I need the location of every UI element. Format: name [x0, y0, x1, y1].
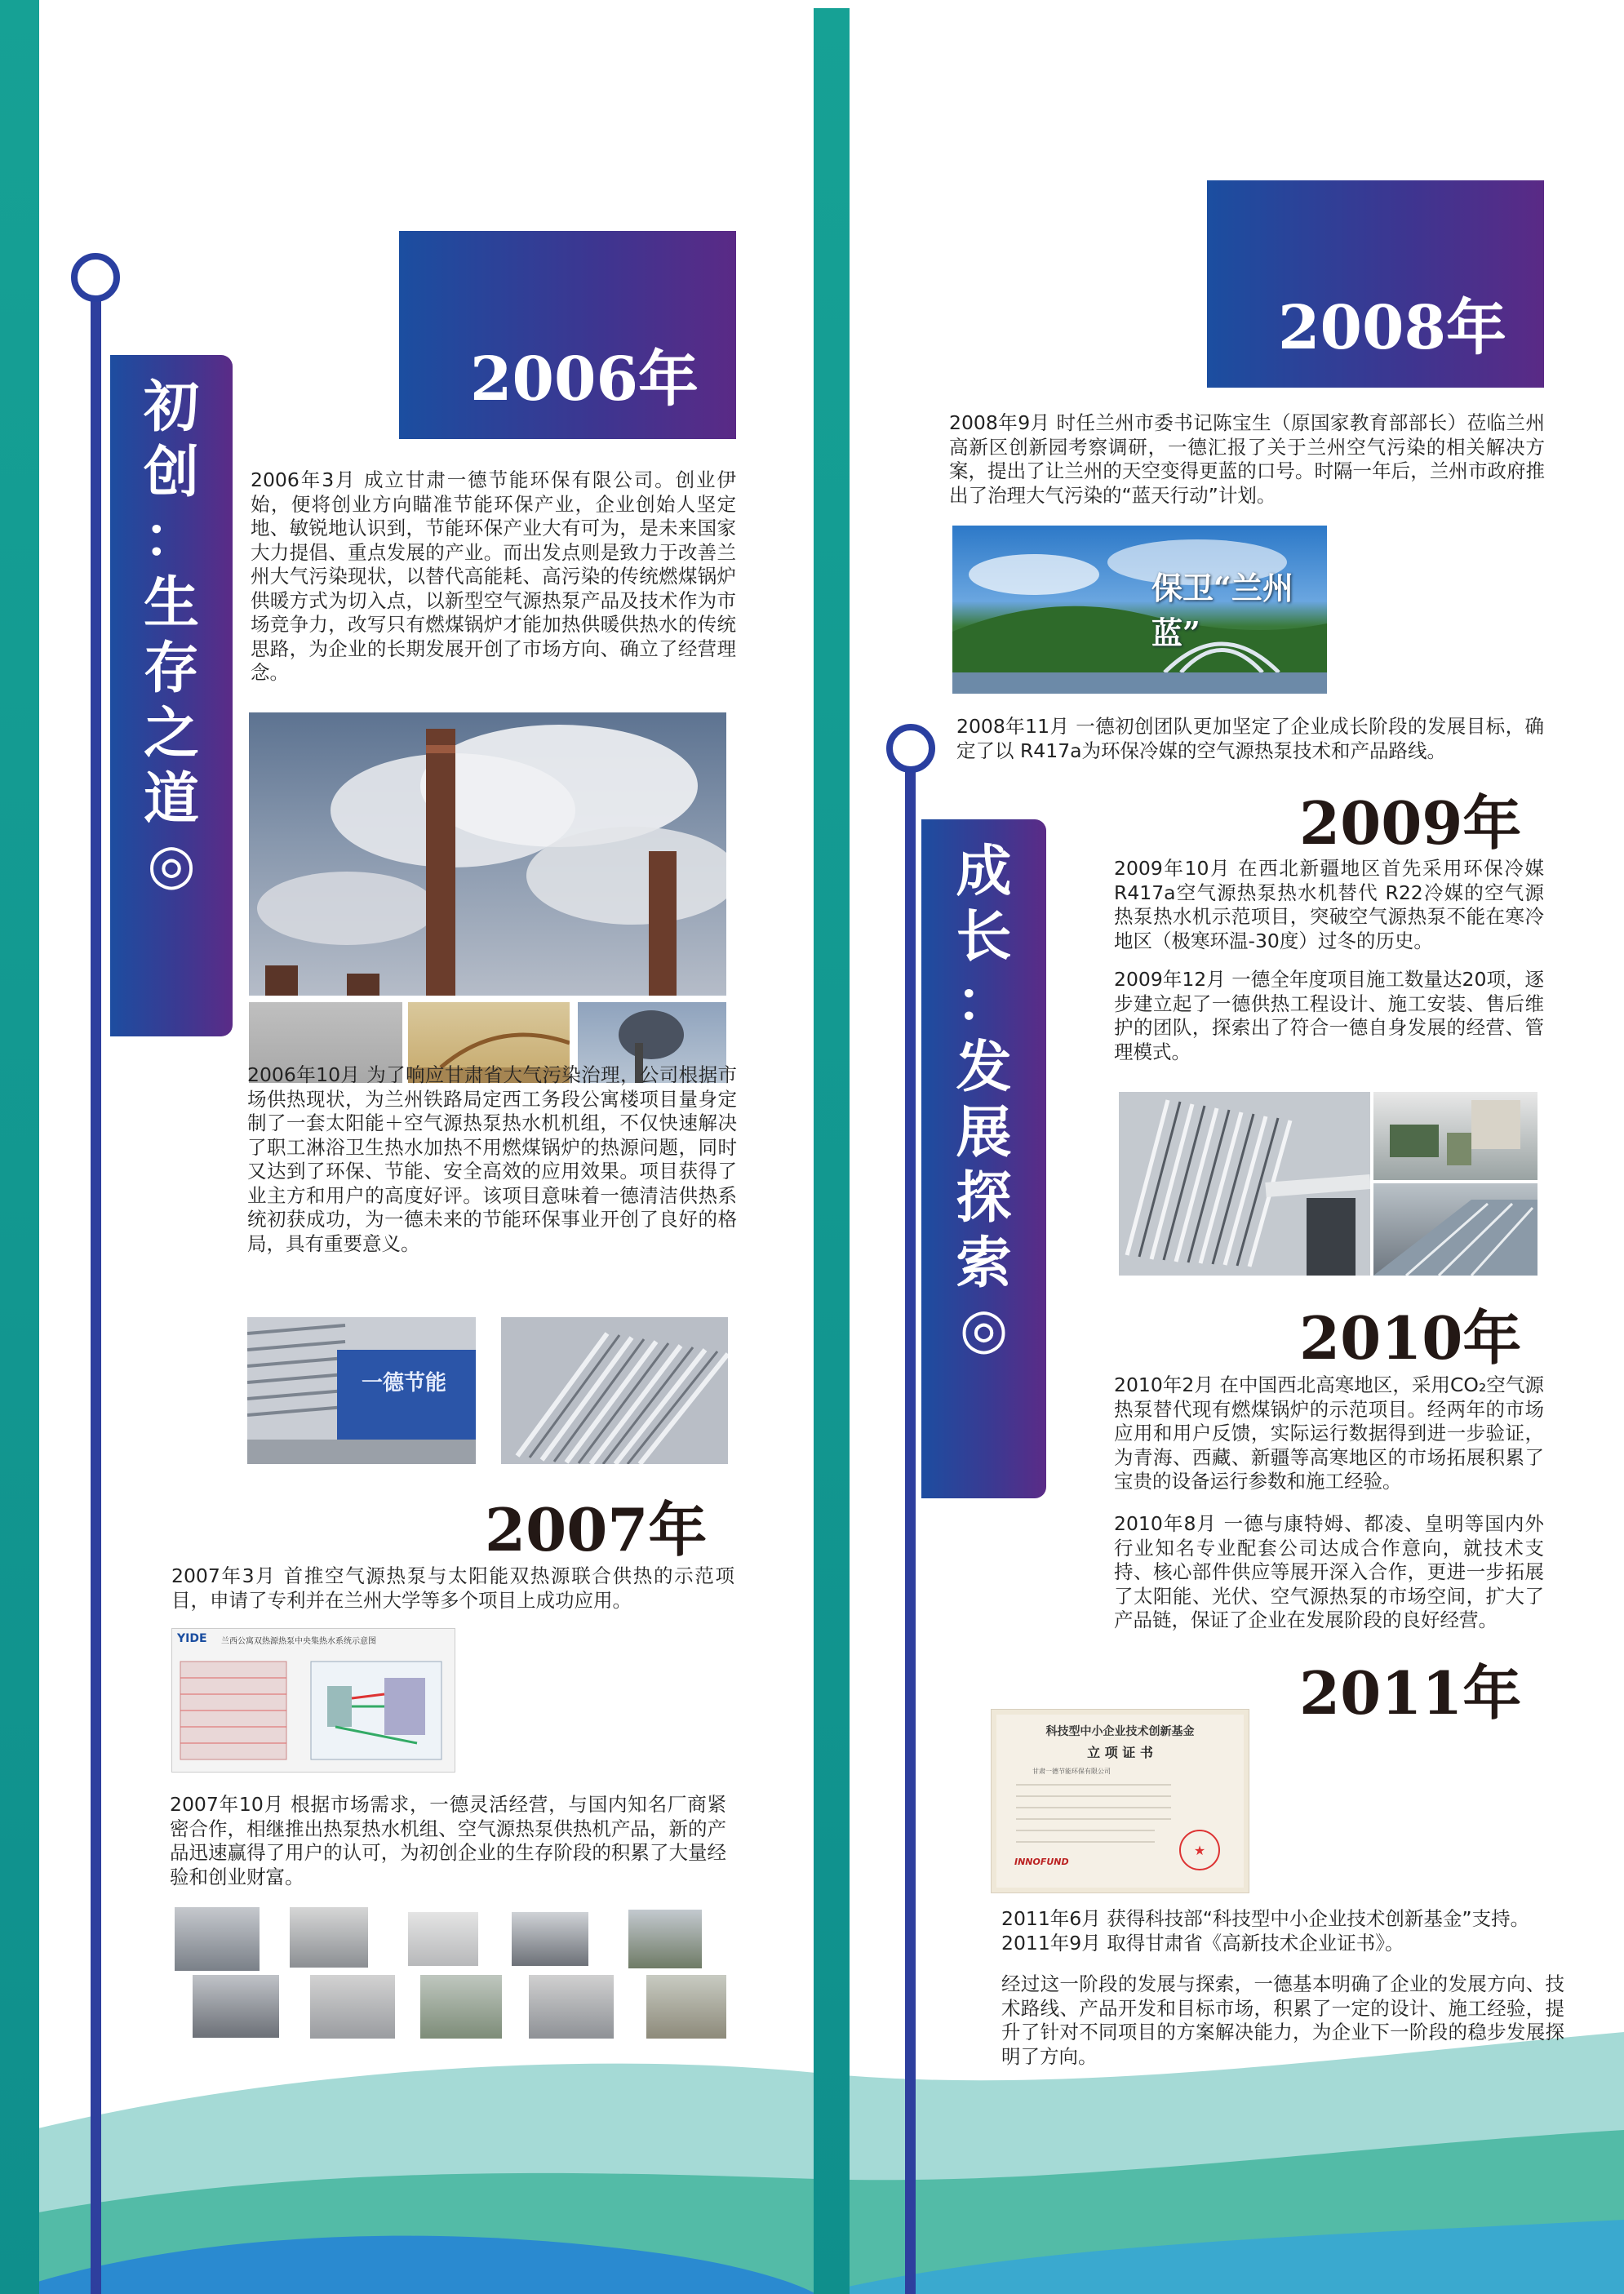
- rooftop-panel-photo: [1373, 1183, 1537, 1276]
- banner-text: 保卫“兰州蓝”: [1151, 570, 1293, 651]
- solar-roof-photo: [1119, 1092, 1370, 1276]
- title-char: 存: [143, 636, 199, 701]
- title-char: ：: [956, 970, 1012, 1035]
- title-char: 索: [956, 1231, 1012, 1296]
- year-label-2006: 2006年: [470, 344, 699, 415]
- svg-text:★: ★: [1193, 1843, 1206, 1858]
- equipment-thumb: [628, 1910, 702, 1968]
- certificate-title: 科技型中小企业技术创新基金: [1045, 1725, 1195, 1738]
- paragraph-2008-11: 2008年11月 一德初创团队更加坚定了企业成长阶段的发展目标，确定了以 R417a为环保冷媒的空气源热泵技术和产品路线。: [956, 715, 1544, 762]
- smokestack-photo: [249, 712, 726, 996]
- diagram-title: 兰西公寓双热源热泵中央集热水系统示意图: [221, 1637, 376, 1646]
- innovation-fund-certificate: [991, 1709, 1249, 1893]
- title-char: 长: [956, 904, 1012, 970]
- equipment-thumb: [310, 1975, 395, 2039]
- paragraph-2007-10: 2007年10月 根据市场需求，一德灵活经营，与国内知名厂商紧密合作，相继推出热泵热水机组、空气源热泵供热机产品，新的产品迅速赢得了用户的认可，为初创企业的生存阶段的积累了大量经验和创业财富。: [170, 1793, 726, 1888]
- paragraph-2006-10: 2006年10月 为了响应甘肃省大气污染治理，公司根据市场供热现状，为兰州铁路局定西工务段公寓楼项目量身定制了一套太阳能＋空气源热泵热水机机组，不仅快速解决了职工淋浴卫生热水加热不用燃煤锅炉的热源问题，同时又达到了环保、节能、安全高效的应用效果。项目获得了业主方和用户的高度好评。该项目意味着一德清洁供热系统初获成功，为一德未来的节能环保事业开创了良好的格局，具有重要意义。: [247, 1063, 737, 1255]
- paragraph-2009-10: 2009年10月 在西北新疆地区首先采用环保冷媒R417a空气源热泵热水机替代 R22冷媒的空气源热泵热水机示范项目，突破空气源热泵不能在寒冷地区（极寒环温-30度）过冬的历史。: [1114, 857, 1544, 952]
- paragraph-2011-06: 2011年6月 获得科技部“科技型中小企业技术创新基金”支持。: [1001, 1907, 1530, 1930]
- year-label-2010: 2010年: [1299, 1303, 1522, 1373]
- left-edge-bar: [0, 0, 39, 2294]
- left-timeline-ring-icon: [71, 253, 120, 302]
- year-box-2008: [1207, 180, 1544, 388]
- paragraph-2011-09: 2011年9月 取得甘肃省《高新技术企业证书》。: [1001, 1932, 1404, 1955]
- solar-tubes-photo: [501, 1317, 728, 1464]
- solar-unit-sign: 一德节能: [362, 1371, 447, 1395]
- equipment-thumb: [512, 1912, 588, 1966]
- equipment-thumb: [290, 1907, 368, 1968]
- paragraph-2007-03: 2007年3月 首推空气源热泵与太阳能双热源联合供热的示范项目，申请了专利并在兰州大学等多个项目上成功应用。: [171, 1564, 734, 1612]
- section-title-chengzhang: [921, 819, 1046, 1498]
- title-char: ◎: [147, 832, 196, 897]
- section-title-chuchuang: [110, 355, 233, 1036]
- title-char: 展: [956, 1100, 1012, 1165]
- equipment-thumb: [408, 1912, 478, 1966]
- equipment-thumb: [420, 1975, 502, 2039]
- title-char: 创: [143, 440, 199, 505]
- lanzhou-blue-banner: [952, 526, 1327, 694]
- year-label-2007: 2007年: [485, 1495, 708, 1564]
- year-label-2009: 2009年: [1299, 788, 1522, 858]
- paragraph-2008-09: 2008年9月 时任兰州市委书记陈宝生（原国家教育部部长）莅临兰州高新区创新园考察调研，一德汇报了关于兰州空气污染的相关解决方案，提出了让兰州的天空变得更蓝的口号。时隔一年后，兰州市政府推出了治理大气污染的“蓝天行动”计划。: [949, 411, 1545, 507]
- paragraph-2010-08: 2010年8月 一德与康特姆、都凌、皇明等国内外行业知名专业配套公司达成合作意向，就技术支持、核心部件供应等展开深入合作，更进一步拓展了太阳能、光伏、空气源热泵的市场空间，扩大了产品链，保证了企业在发展阶段的良好经营。: [1114, 1512, 1544, 1631]
- title-char: 发: [956, 1035, 1012, 1100]
- paragraph-2009-12: 2009年12月 一德全年度项目施工数量达20项，逐步建立起了一德供热工程设计、施工安装、售后维护的团队，探索出了符合一德自身发展的经营、管理模式。: [1114, 968, 1544, 1063]
- system-diagram: [171, 1628, 455, 1773]
- equipment-thumb: [646, 1975, 726, 2039]
- title-char: 之: [143, 701, 199, 766]
- equipment-thumb: [529, 1975, 614, 2039]
- paragraph-2010-02: 2010年2月 在中国西北高寒地区，采用CO₂空气源热泵替代现有燃煤锅炉的示范项目。经两年的市场应用和用户反馈，实际运行数据得到进一步验证，为青海、西藏、新疆等高寒地区的市场拓展积累了宝贵的设备运行参数和施工经验。: [1114, 1373, 1544, 1493]
- equipment-thumb: [193, 1975, 279, 2038]
- title-char: 生: [143, 570, 199, 636]
- certificate-company: 甘肃一德节能环保有限公司: [1032, 1768, 1111, 1775]
- title-char: 初: [143, 375, 199, 440]
- right-timeline-ring-icon: [886, 724, 935, 773]
- title-char: 成: [956, 839, 1012, 904]
- equipment-thumb: [175, 1907, 260, 1971]
- center-divider-bar: [814, 8, 850, 2294]
- certificate-subtitle: 立 项 证 书: [1087, 1745, 1153, 1760]
- title-char: 探: [956, 1165, 1012, 1231]
- title-char: ：: [143, 505, 199, 570]
- site-building-photo: [1373, 1092, 1537, 1180]
- title-char: ◎: [959, 1296, 1009, 1361]
- title-char: 道: [143, 766, 199, 832]
- left-timeline-pole: [91, 299, 101, 2294]
- paragraph-2006-03: 2006年3月 成立甘肃一德节能环保有限公司。创业伊始，便将创业方向瞄准节能环保产业，企业创始人坚定地、敏锐地认识到，节能环保产业大有可为，是未来国家大力提倡、重点发展的产业。而出发点则是致力于改善兰州大气污染现状，以替代高能耗、高污染的传统燃煤锅炉供暖方式为切入点，以新型空气源热泵产品及技术作为市场竞争力，改写只有燃煤锅炉才能加热供暖供热水的传统思路，为企业的长期发展开创了市场方向、确立了经营理念。: [251, 468, 736, 684]
- year-box-2006: [399, 231, 736, 439]
- paragraph-summary: 经过这一阶段的发展与探索，一德基本明确了企业的发展方向、技术路线、产品开发和目标市场，积累了一定的设计、施工经验，提升了针对不同项目的方案解决能力，为企业下一阶段的稳步发展探明了方向。: [1001, 1972, 1564, 2068]
- year-label-2008: 2008年: [1278, 293, 1506, 363]
- year-label-2011: 2011年: [1299, 1658, 1522, 1728]
- diagram-logo: YIDE: [177, 1632, 207, 1645]
- certificate-logo: INNOFUND: [1014, 1857, 1069, 1867]
- solar-unit-photo: [247, 1317, 476, 1464]
- right-timeline-pole: [905, 771, 916, 2294]
